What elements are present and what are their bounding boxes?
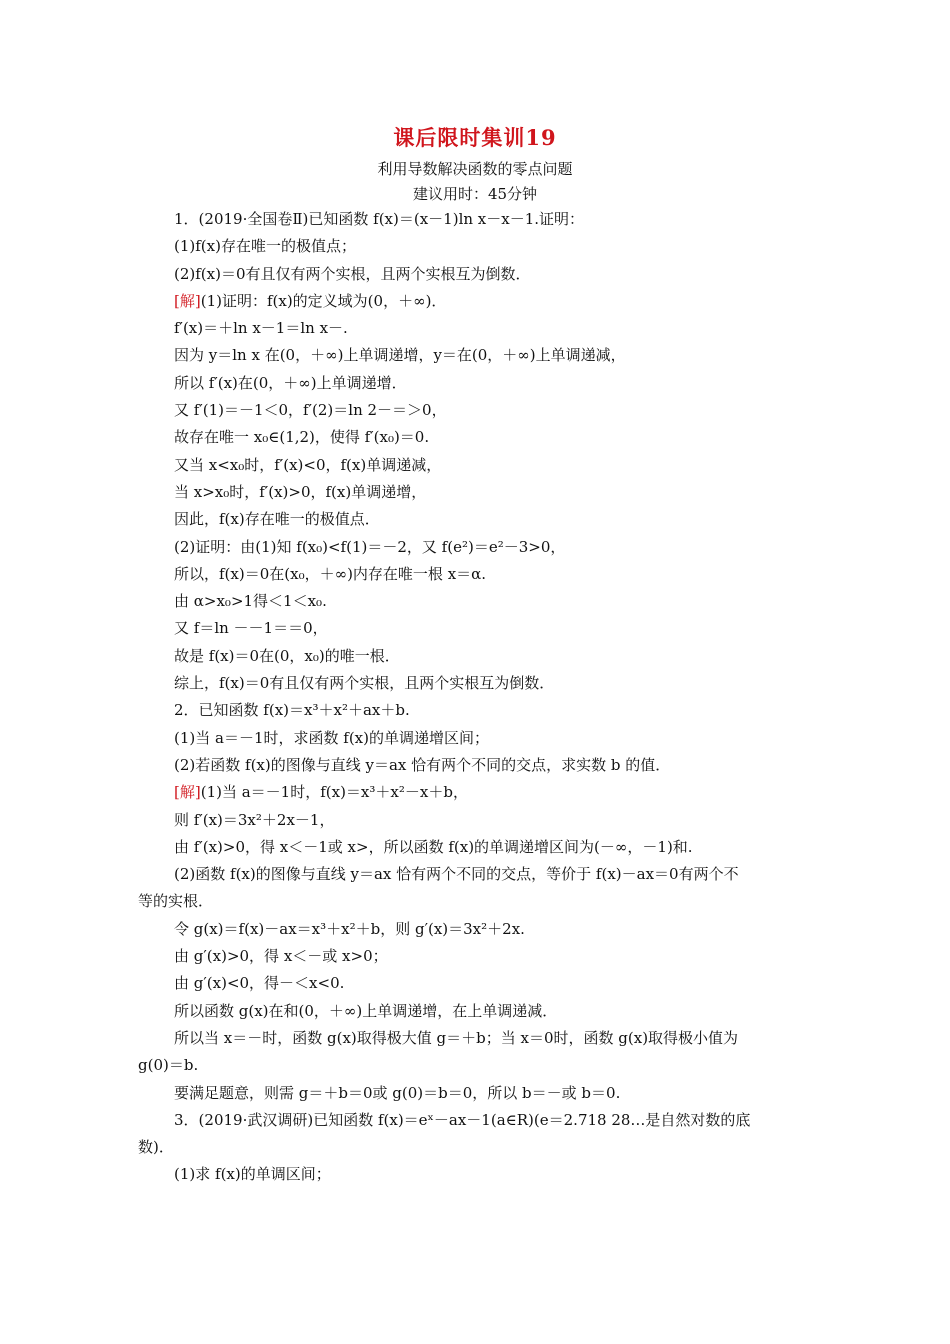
- solution-line: 则 f′(x)＝3x²＋2x－1，: [174, 810, 335, 829]
- solution-line: 要满足题意，则需 g＝＋b＝0或 g(0)＝b＝0，所以 b＝－或 b＝0.: [174, 1083, 621, 1102]
- solution-line: 由 f′(x)>0，得 x＜－1或 x>，所以函数 f(x)的单调递增区间为(－∞，－1)和.: [174, 837, 693, 856]
- solution-line: 由 g′(x)<0，得－＜x<0.: [174, 974, 345, 993]
- page-title: 课后限时集训19: [393, 125, 557, 150]
- page-subtitle: 利用导数解决函数的零点问题: [377, 160, 573, 178]
- time-hint: 建议用时：45分钟: [412, 185, 538, 203]
- solution-line: 所以函数 g(x)在和(0，＋∞)上单调递增，在上单调递减．: [174, 1001, 558, 1020]
- solution-line: 等的实根．: [138, 892, 214, 911]
- problem-3-stem: 3．(2019·武汉调研)已知函数 f(x)＝eˣ－ax－1(a∈R)(e＝2.718 28…是自然对数的底: [174, 1110, 751, 1129]
- solution-line: 由 g′(x)>0，得 x＜－或 x>0；: [174, 947, 388, 966]
- solution-line: 因为 y＝ln x 在(0，＋∞)上单调递增，y＝在(0，＋∞)上单调递减，: [174, 346, 626, 365]
- problem-2-part-1: (1)当 a＝－1时，求函数 f(x)的单调递增区间；: [174, 728, 489, 747]
- solution-line: g(0)＝b.: [138, 1056, 199, 1075]
- solution-line: 故存在唯一 x₀∈(1,2)，使得 f′(x₀)＝0.: [174, 428, 430, 447]
- problem-2-part-2: (2)若函数 f(x)的图像与直线 y＝ax 恰有两个不同的交点，求实数 b 的值．: [174, 755, 671, 774]
- solution-line: (2)函数 f(x)的图像与直线 y＝ax 恰有两个不同的交点，等价于 f(x)－ax＝0有两个不: [174, 865, 739, 884]
- solution-line: [解](1)当 a＝－1时，f(x)＝x³＋x²－x＋b，: [174, 783, 468, 802]
- solution-line: (2)证明：由(1)知 f(x₀)<f(1)＝－2，又 f(e²)＝e²－3>0，: [174, 537, 566, 556]
- solution-line: 又 f′(1)＝－1＜0，f′(2)＝ln 2－＝＞0，: [174, 401, 447, 420]
- problem-1-part-2: (2)f(x)＝0有且仅有两个实根，且两个实根互为倒数．: [174, 264, 531, 283]
- problem-1-stem: 1．(2019·全国卷Ⅱ)已知函数 f(x)＝(x－1)ln x－x－1.证明：: [174, 210, 585, 228]
- solution-line: 当 x>x₀时，f′(x)>0，f(x)单调递增，: [174, 482, 427, 501]
- problem-3-stem-cont: 数)．: [138, 1138, 174, 1157]
- solution-line: 所以 f′(x)在(0，＋∞)上单调递增．: [174, 373, 407, 392]
- solution-line: 令 g(x)＝f(x)－ax＝x³＋x²＋b，则 g′(x)＝3x²＋2x.: [174, 919, 525, 938]
- solution-line: 又 f＝ln －－1＝＝0，: [174, 619, 328, 638]
- solution-line: [解](1)证明：f(x)的定义域为(0，＋∞)．: [174, 291, 447, 310]
- solution-tag: [解]: [174, 783, 201, 802]
- problem-2-stem: 2．已知函数 f(x)＝x³＋x²＋ax＋b.: [174, 701, 410, 720]
- solution-line: 由 α>x₀>1得＜1＜x₀.: [174, 592, 327, 611]
- solution-line: 又当 x<x₀时，f′(x)<0，f(x)单调递减，: [174, 455, 442, 474]
- solution-line: 因此，f(x)存在唯一的极值点．: [174, 510, 380, 529]
- solution-line: f′(x)＝＋ln x－1＝ln x－.: [174, 319, 348, 338]
- problem-3-part-1: (1)求 f(x)的单调区间；: [174, 1165, 331, 1184]
- solution-line: 故是 f(x)＝0在(0，x₀)的唯一根．: [174, 646, 400, 665]
- solution-line: 综上，f(x)＝0有且仅有两个实根，且两个实根互为倒数．: [174, 674, 555, 693]
- document-body: [138, 206, 818, 1189]
- problem-1-part-1: (1)f(x)存在唯一的极值点；: [174, 237, 356, 256]
- solution-tag: [解]: [174, 291, 201, 310]
- solution-line: 所以，f(x)＝0在(x₀，＋∞)内存在唯一根 x＝α.: [174, 564, 487, 583]
- solution-line: 所以当 x＝－时，函数 g(x)取得极大值 g＝＋b；当 x＝0时，函数 g(x)取得极小值为: [174, 1028, 739, 1047]
